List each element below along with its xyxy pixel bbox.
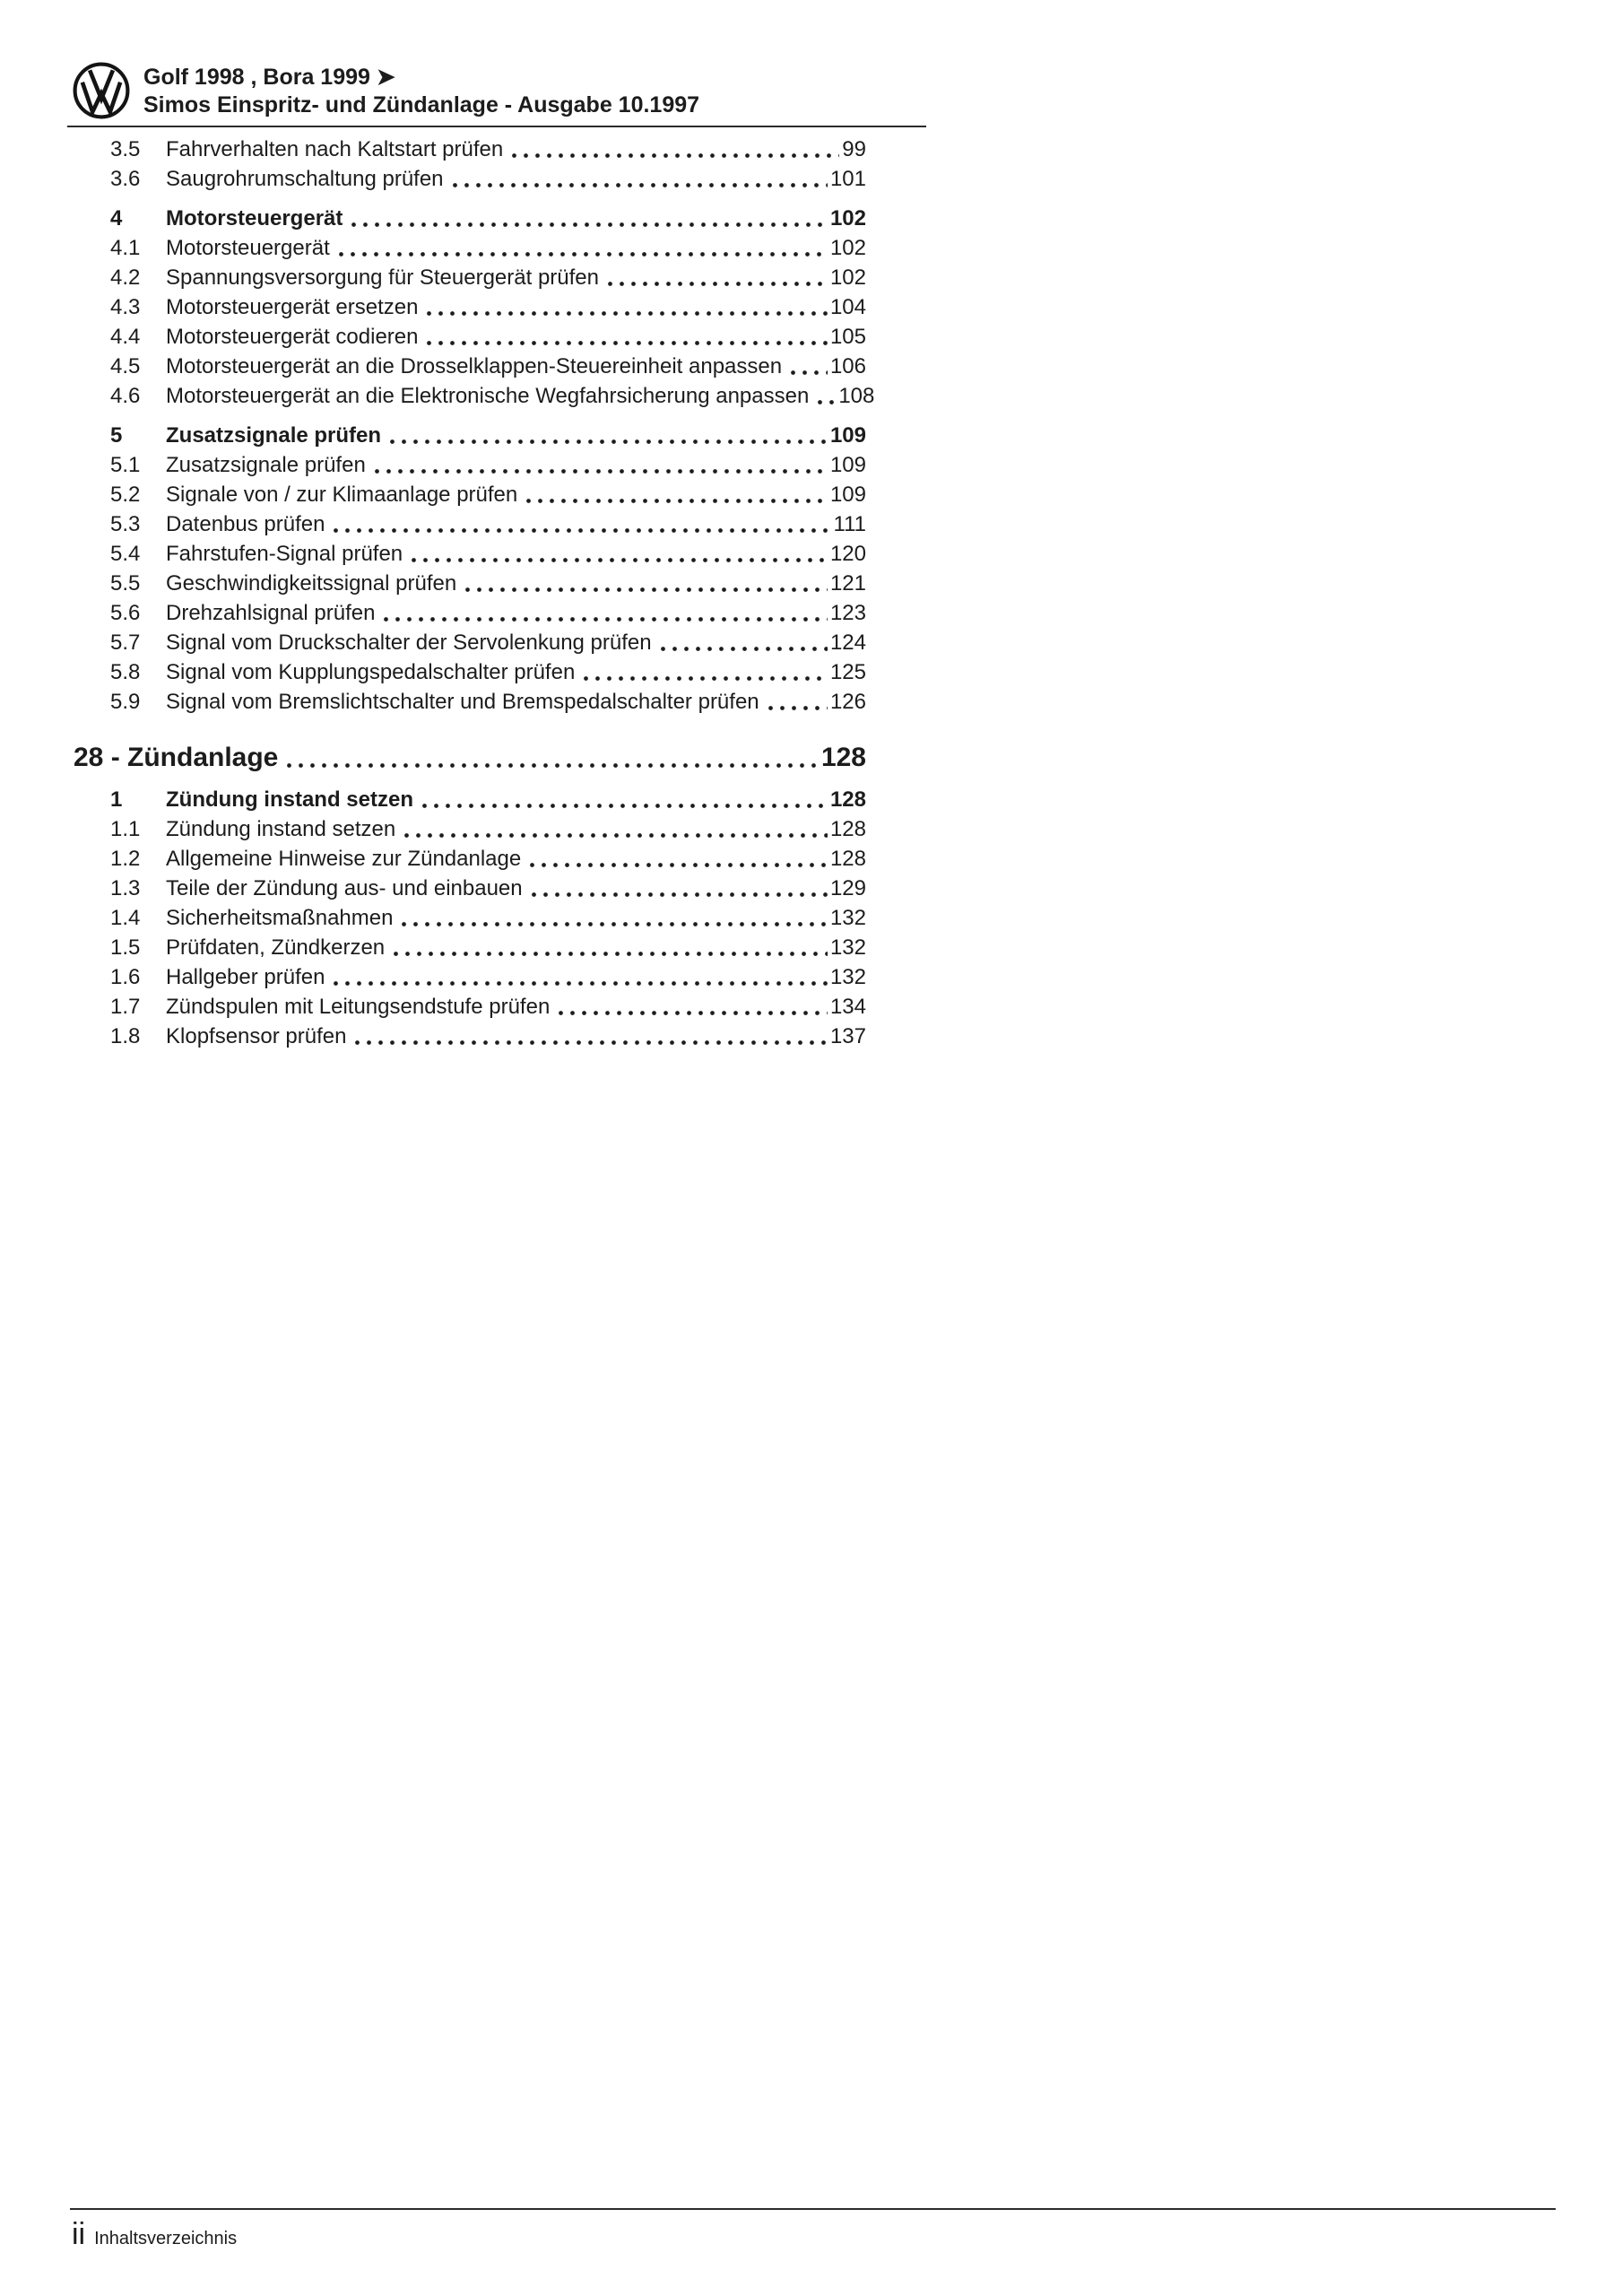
toc-entry-page: 102 <box>829 236 866 260</box>
toc-entry-number: 4.4 <box>110 325 141 349</box>
toc-entry-page: 137 <box>829 1024 866 1048</box>
dot-leader <box>401 833 828 838</box>
toc-entry-number: 4 <box>110 206 123 230</box>
toc-entry-title: Prüfdaten, Zündkerzen <box>166 935 386 960</box>
dot-leader <box>526 863 828 867</box>
toc-entry <box>72 381 875 411</box>
toc-entry <box>72 164 866 194</box>
toc-entry-page: 104 <box>829 295 866 319</box>
toc-entry-title: Motorsteuergerät ersetzen <box>166 295 419 319</box>
toc-entry-title: Allgemeine Hinweise zur Zündanlage <box>166 847 522 871</box>
toc-entry-title: Motorsteuergerät codieren <box>166 325 419 349</box>
toc-entry-title: Drehzahlsignal prüfen <box>166 601 376 625</box>
toc-entry-title: Fahrstufen-Signal prüfen <box>166 542 403 566</box>
header-titles <box>143 61 699 119</box>
dot-leader <box>604 282 828 286</box>
toc-entry <box>72 992 866 1022</box>
toc-entry <box>72 933 866 962</box>
toc-entry <box>72 1022 866 1051</box>
toc-entry-number: 5.1 <box>110 453 141 477</box>
toc-entry-number: 5.2 <box>110 483 141 507</box>
toc-entry-title: Signal vom Bremslichtschalter und Bremspedalschalter prüfen <box>166 690 759 714</box>
toc-entry <box>72 480 866 509</box>
footer-page-number: ii <box>72 2217 86 2251</box>
toc-entry-number: 4.2 <box>110 265 141 290</box>
toc-entry-page: 99 <box>842 137 866 161</box>
toc-entry <box>72 539 866 569</box>
page-footer <box>72 2215 237 2253</box>
toc-entry-number: 5 <box>110 423 123 448</box>
toc-entry-page: 109 <box>829 423 866 448</box>
toc-entry <box>72 874 866 903</box>
table-of-contents <box>72 135 875 1051</box>
toc-entry <box>72 687 866 717</box>
toc-entry-page: 108 <box>838 384 875 408</box>
toc-entry <box>72 322 866 352</box>
toc-entry-page: 132 <box>829 965 866 989</box>
dot-leader <box>348 222 828 227</box>
dot-leader <box>523 499 828 503</box>
toc-entry-title: Hallgeber prüfen <box>166 965 325 989</box>
toc-entry-number: 1.4 <box>110 906 141 930</box>
toc-entry-number: 5.9 <box>110 690 141 714</box>
toc-entry-number: 1.1 <box>110 817 141 841</box>
dot-leader <box>423 311 827 316</box>
toc-entry <box>72 962 866 992</box>
toc-entry-page: 111 <box>833 512 866 536</box>
dot-leader <box>555 1011 828 1015</box>
toc-entry-title: Teile der Zündung aus- und einbauen <box>166 876 523 900</box>
dot-leader <box>330 981 828 986</box>
dot-leader <box>419 804 828 808</box>
dot-leader <box>657 647 828 651</box>
toc-entry-number: 5.3 <box>110 512 141 536</box>
toc-entry-number: 1 <box>110 787 123 812</box>
page-header <box>72 61 699 120</box>
toc-entry <box>72 598 866 628</box>
toc-entry-number: 5.7 <box>110 631 141 655</box>
toc-entry-title: Zündspulen mit Leitungsendstufe prüfen <box>166 995 551 1019</box>
toc-section <box>72 421 866 450</box>
header-subtitle: Simos Einspritz- und Zündanlage - Ausgabe 10.1997 <box>143 92 700 117</box>
toc-entry <box>72 569 866 598</box>
dot-leader <box>408 558 828 562</box>
toc-entry-number: 4.3 <box>110 295 141 319</box>
toc-entry-title: Klopfsensor prüfen <box>166 1024 347 1048</box>
toc-entry-title: Signale von / zur Klimaanlage prüfen <box>166 483 518 507</box>
toc-entry <box>72 814 866 844</box>
toc-entry-number: 1.5 <box>110 935 141 960</box>
toc-entry-page: 109 <box>829 453 866 477</box>
toc-entry-page: 132 <box>829 935 866 960</box>
dot-leader <box>423 341 827 345</box>
toc-section <box>72 204 866 233</box>
toc-entry-page: 128 <box>829 787 866 812</box>
toc-entry-title: Geschwindigkeitssignal prüfen <box>166 571 457 596</box>
toc-entry-title: Motorsteuergerät an die Elektronische Wegfahrsicherung anpassen <box>166 384 810 408</box>
toc-entry <box>72 233 866 263</box>
toc-entry-number: 5.8 <box>110 660 141 684</box>
dot-leader <box>398 922 828 926</box>
toc-entry <box>72 352 866 381</box>
toc-entry-page: 101 <box>829 167 866 191</box>
toc-entry <box>72 263 866 292</box>
toc-entry-title: Motorsteuergerät <box>166 236 330 260</box>
toc-entry-number: 3.6 <box>110 167 141 191</box>
toc-entry-title: Signal vom Kupplungspedalschalter prüfen <box>166 660 576 684</box>
toc-section <box>72 785 866 814</box>
dot-leader <box>765 706 828 710</box>
toc-entry-number: 4.6 <box>110 384 141 408</box>
dot-leader <box>283 763 819 768</box>
toc-entry-title: Fahrverhalten nach Kaltstart prüfen <box>166 137 504 161</box>
dot-leader <box>330 528 830 533</box>
toc-entry-number: 5.4 <box>110 542 141 566</box>
toc-entry-page: 128 <box>829 847 866 871</box>
toc-entry <box>72 135 866 164</box>
toc-entry-number: 1.3 <box>110 876 141 900</box>
toc-entry-title: Sicherheitsmaßnahmen <box>166 906 394 930</box>
toc-entry-number: 1.8 <box>110 1024 141 1048</box>
toc-entry-title: Zündung instand setzen <box>166 787 413 812</box>
toc-entry-number: 5.6 <box>110 601 141 625</box>
dot-leader <box>814 400 836 404</box>
dot-leader <box>508 153 839 158</box>
dot-leader <box>371 469 828 474</box>
toc-entry-page: 125 <box>829 660 866 684</box>
toc-entry-number: 4.1 <box>110 236 141 260</box>
toc-entry <box>72 509 866 539</box>
toc-entry-page: 121 <box>829 571 866 596</box>
toc-entry-title: Saugrohrumschaltung prüfen <box>166 167 444 191</box>
toc-entry <box>72 844 866 874</box>
footer-label: Inhaltsverzeichnis <box>94 2229 238 2248</box>
dot-leader <box>528 892 828 897</box>
toc-entry-title: Zusatzsignale prüfen <box>166 423 382 448</box>
toc-entry-page: 123 <box>829 601 866 625</box>
toc-entry-number: 1.2 <box>110 847 141 871</box>
toc-entry-title: Signal vom Druckschalter der Servolenkung prüfen <box>166 631 652 655</box>
toc-entry-page: 109 <box>829 483 866 507</box>
toc-entry-number: 5.5 <box>110 571 141 596</box>
toc-entry-page: 102 <box>829 265 866 290</box>
dot-leader <box>787 370 828 375</box>
toc-entry-number: 1.7 <box>110 995 141 1019</box>
toc-entry-title: Motorsteuergerät <box>166 206 343 230</box>
dot-leader <box>380 617 827 622</box>
toc-entry-title: Datenbus prüfen <box>166 512 325 536</box>
toc-entry-page: 120 <box>829 542 866 566</box>
vw-logo-icon <box>72 61 131 120</box>
toc-entry-number: 3.5 <box>110 137 141 161</box>
footer-divider <box>70 2208 1556 2210</box>
toc-entry-title: Motorsteuergerät an die Drosselklappen-Steuereinheit anpassen <box>166 354 783 378</box>
toc-entry <box>72 628 866 657</box>
toc-entry-page: 126 <box>829 690 866 714</box>
dot-leader <box>351 1040 827 1045</box>
toc-entry <box>72 903 866 933</box>
dot-leader <box>449 183 828 187</box>
dot-leader <box>462 587 828 592</box>
toc-entry-title: 28 - Zündanlage <box>74 743 279 772</box>
toc-entry-page: 106 <box>829 354 866 378</box>
toc-entry-page: 132 <box>829 906 866 930</box>
toc-entry-page: 128 <box>820 743 866 772</box>
toc-entry-title: Zusatzsignale prüfen <box>166 453 366 477</box>
toc-entry-page: 129 <box>829 876 866 900</box>
toc-entry-page: 134 <box>829 995 866 1019</box>
dot-leader <box>580 676 828 681</box>
toc-entry <box>72 292 866 322</box>
dot-leader <box>386 439 828 444</box>
toc-entry-number: 4.5 <box>110 354 141 378</box>
header-model-line: Golf 1998 , Bora 1999 ➤ <box>143 65 395 90</box>
dot-leader <box>390 952 828 956</box>
toc-entry <box>72 657 866 687</box>
toc-chapter <box>72 741 866 775</box>
toc-entry-title: Zündung instand setzen <box>166 817 396 841</box>
toc-entry-page: 124 <box>829 631 866 655</box>
toc-entry-page: 102 <box>829 206 866 230</box>
header-divider <box>67 126 926 127</box>
toc-entry-title: Spannungsversorgung für Steuergerät prüfen <box>166 265 599 290</box>
toc-entry-page: 105 <box>829 325 866 349</box>
dot-leader <box>335 252 828 257</box>
toc-entry <box>72 450 866 480</box>
toc-entry-number: 1.6 <box>110 965 141 989</box>
toc-entry-page: 128 <box>829 817 866 841</box>
